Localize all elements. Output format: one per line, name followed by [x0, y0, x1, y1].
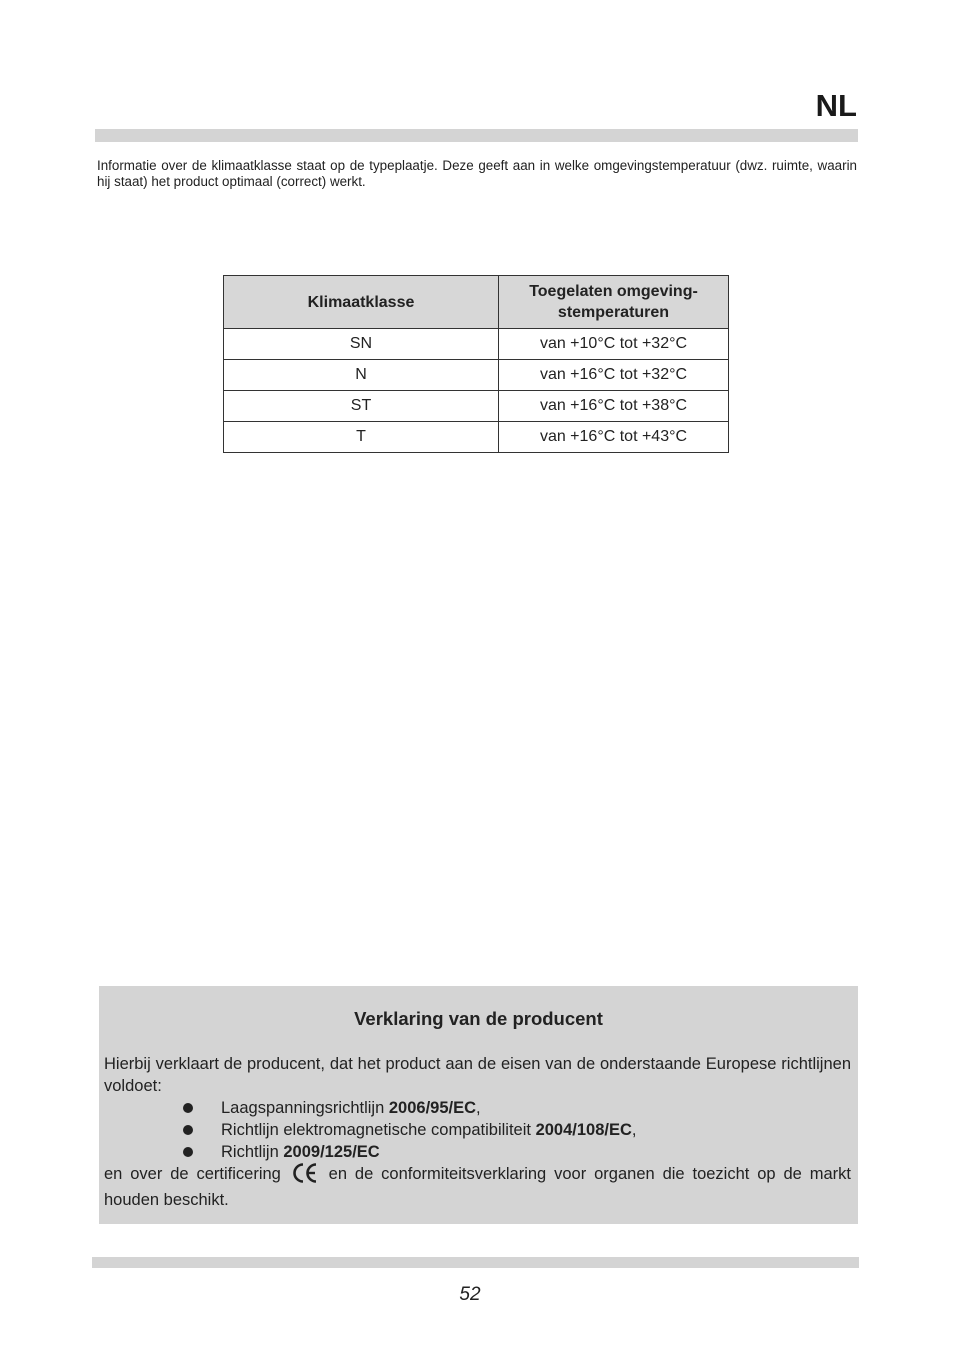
- table-row: [224, 329, 729, 360]
- declaration-outro: [104, 1163, 851, 1211]
- list-item: [183, 1119, 637, 1141]
- cell-temperature-range: van +10°C tot +32°C: [499, 329, 729, 360]
- bullet-icon: [183, 1147, 193, 1157]
- page-number: 52: [459, 1284, 481, 1305]
- top-divider-bar: [95, 129, 858, 142]
- directive-code: 2006/95/EC: [388, 1099, 477, 1117]
- directive-text: Richtlijn elektromagnetische compatibiliteit: [221, 1121, 531, 1139]
- directive-code: 2004/108/EC: [535, 1121, 632, 1139]
- directive-code: 2009/125/EC: [283, 1143, 380, 1161]
- language-code: NL: [815, 88, 857, 123]
- climate-class-table: [223, 275, 729, 453]
- outro-text-before: en over de certificering: [104, 1165, 281, 1183]
- bullet-icon: [183, 1103, 193, 1113]
- cell-climate-class: SN: [224, 329, 499, 360]
- column-header-temperature-range: [499, 276, 729, 329]
- column-header-line-1: Toegelaten omgeving-: [529, 283, 698, 300]
- bottom-divider-bar: [92, 1257, 859, 1268]
- list-item: [183, 1141, 637, 1163]
- column-header-line-2: stemperaturen: [557, 304, 670, 321]
- bullet-icon: [183, 1125, 193, 1135]
- intro-paragraph: Informatie over de klimaatklasse staat op de typeplaatje. Deze geeft aan in welke omgevingstemperatuur (dwz. ruimte, waarin hij staat) het product optimaal (correct) werkt.: [97, 158, 857, 189]
- directive-text: Richtlijn: [221, 1143, 279, 1161]
- table-row: [224, 391, 729, 422]
- table-row: [224, 360, 729, 391]
- cell-climate-class: N: [224, 360, 499, 391]
- column-header-climate-class: Klimaatklasse: [224, 276, 499, 329]
- ce-mark-icon: [292, 1163, 318, 1189]
- directive-text: Laagspanningsrichtlijn: [221, 1099, 385, 1117]
- cell-climate-class: ST: [224, 391, 499, 422]
- cell-temperature-range: van +16°C tot +32°C: [499, 360, 729, 391]
- cell-temperature-range: van +16°C tot +43°C: [499, 422, 729, 453]
- directive-suffix: ,: [476, 1099, 481, 1117]
- table-header-row: [224, 276, 729, 329]
- declaration-title: Verklaring van de producent: [354, 1008, 603, 1029]
- outro-text-after: en de conformiteitsverklaring voor organen die toezicht op de markt houden beschikt.: [104, 1165, 851, 1209]
- list-item: [183, 1097, 637, 1119]
- cell-temperature-range: van +16°C tot +38°C: [499, 391, 729, 422]
- directive-suffix: ,: [631, 1121, 637, 1139]
- directive-list: [183, 1097, 637, 1163]
- cell-climate-class: T: [224, 422, 499, 453]
- table-row: [224, 422, 729, 453]
- declaration-intro: Hierbij verklaart de producent, dat het product aan de eisen van de onderstaande Europese richtlijnen voldoet:: [104, 1055, 851, 1095]
- manufacturer-declaration-box: [99, 986, 858, 1224]
